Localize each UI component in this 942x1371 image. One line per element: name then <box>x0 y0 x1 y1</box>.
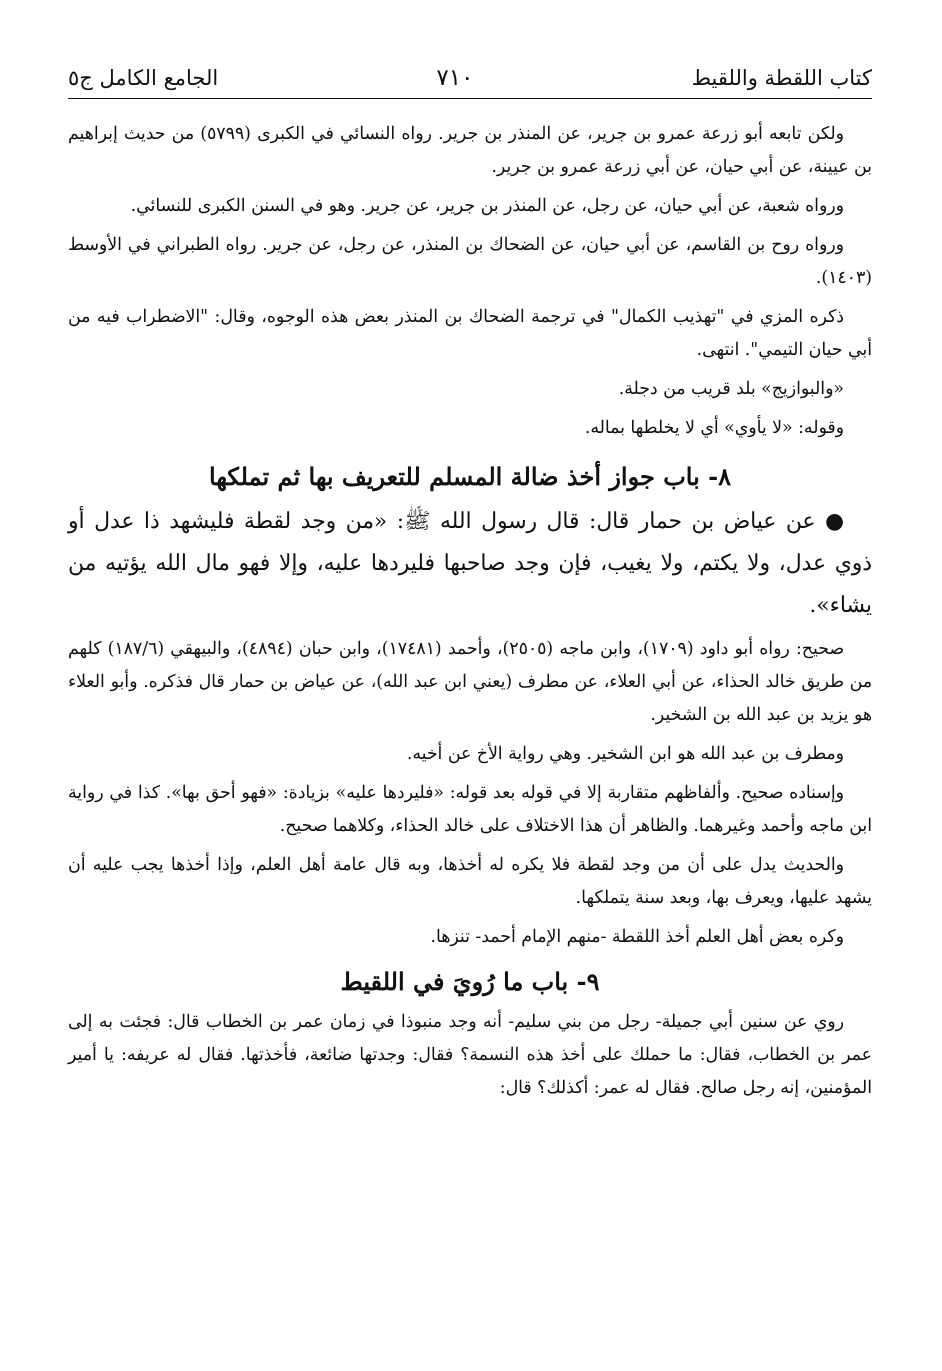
paragraph: والحديث يدل على أن من وجد لقطة فلا يكره له أخذها، وبه قال عامة أهل العلم، وإذا أخذها يجب عليه أن يشهد عليها، ويعرف بها، وبعد سنة يتملكها. <box>68 855 872 908</box>
paragraph: وكره بعض أهل العلم أخذ اللقطة -منهم الإمام أحمد- تنزها. <box>430 927 844 947</box>
paragraph: «والبوازيج» بلد قريب من دجلة. <box>618 379 844 399</box>
paragraph: روي عن سنين أبي جميلة- رجل من بني سليم- أنه وجد منبوذا في زمان عمر بن الخطاب قال: فجئت به إلى عمر بن الخطاب، فقال: ما حملك على أخذ هذه النسمة؟ فقال: وجدتها ضائعة، فأخذتها. فقال له عريفه: يا أمير المؤمنين، إنه رجل صالح. فقال له عمر: أكذلك؟ قال: <box>68 1012 872 1098</box>
paragraph: ولكن تابعه أبو زرعة عمرو بن جرير، عن المنذر بن جرير. رواه النسائي في الكبرى (٥٧٩٩) من حديث إبراهيم بن عيينة، عن أبي حيان، عن أبي زرعة عمرو بن جرير. <box>68 124 872 177</box>
paragraph: ذكره المزي في "تهذيب الكمال" في ترجمة الضحاك بن المنذر بعض هذه الوجوه، وقال: "الاضطراب فيه من أبي حيان التيمي". انتهى. <box>68 307 872 360</box>
header-volume-title: الجامع الكامل ج٥ <box>68 66 219 90</box>
header-book-title: كتاب اللقطة واللقيط <box>691 66 872 90</box>
page-body <box>68 118 872 1105</box>
chapter-9-title: ٩- باب ما رُويَ في اللقيط <box>340 967 600 996</box>
paragraph: وقوله: «لا يأوي» أي لا يخلطها بماله. <box>584 418 844 438</box>
paragraph: ورواه روح بن القاسم، عن أبي حيان، عن الضحاك بن المنذر، عن رجل، عن جرير. رواه الطبراني في الأوسط (١٤٠٣). <box>68 235 872 288</box>
page-number: ٧١٠ <box>436 65 474 91</box>
paragraph: صحيح: رواه أبو داود (١٧٠٩)، وابن ماجه (٢٥٠٥)، وأحمد (١٧٤٨١)، وابن حبان (٤٨٩٤)، والبيهقي (١٨٧/٦) كلهم من طريق خالد الحذاء، عن أبي العلاء، عن مطرف (يعني ابن عبد الله)، عن عياض بن حمار قال فذكره. وأبو العلاء هو يزيد بن عبد الله بن الشخير. <box>68 639 872 725</box>
paragraph: وإسناده صحيح. وألفاظهم متقاربة إلا في قوله بعد قوله: «فليردها عليه» بزيادة: «فهو أحق بها». كذا في رواية ابن ماجه وأحمد وغيرهما. والظاهر أن هذا الاختلاف على خالد الحذاء، وكلاهما صحيح. <box>68 783 872 836</box>
paragraph: ورواه شعبة، عن أبي حيان، عن رجل، عن المنذر بن جرير، عن جرير. وهو في السنن الكبرى للنسائي. <box>130 196 844 216</box>
paragraph: ومطرف بن عبد الله هو ابن الشخير. وهي رواية الأخ عن أخيه. <box>406 744 844 764</box>
chapter-8-title: ٨- باب جواز أخذ ضالة المسلم للتعريف بها ثم تملكها <box>209 462 731 491</box>
hadith-text: ● عن عياض بن حمار قال: قال رسول الله ﷺ: «من وجد لقطة فليشهد ذا عدل أو ذوي عدل، ولا يكتم، ولا يغيب، فإن وجد صاحبها فليردها عليه، وإلا فهو مال الله يؤتيه من يشاء». <box>68 509 872 618</box>
page-header <box>68 58 872 99</box>
